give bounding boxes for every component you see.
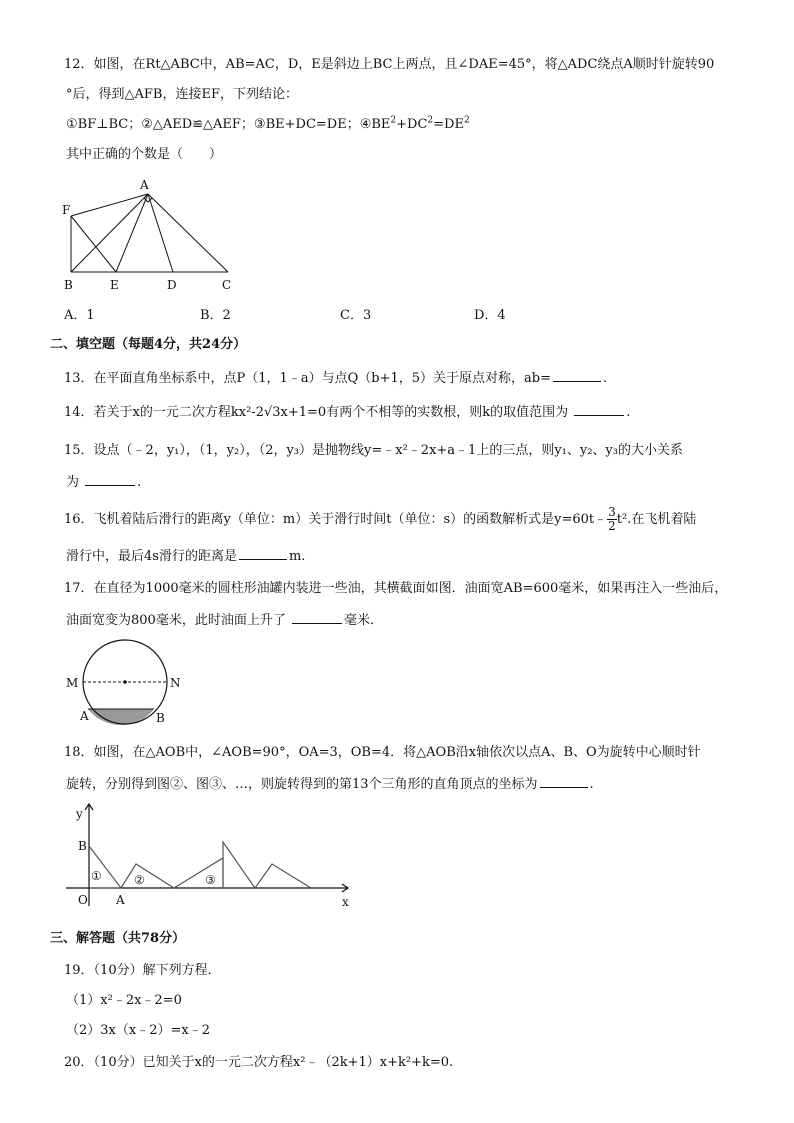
q16-line2 [66,546,305,566]
q14-text-a: 14．若关于x的一元二次方程 [64,405,231,420]
q16-num: 3 [608,505,616,519]
q16-fraction [607,506,617,533]
q15-text: 为 [66,475,80,490]
q18-blank[interactable] [540,774,588,788]
q15-blank[interactable] [85,472,135,486]
q17-line2-text: 油面宽变为800毫米，此时油面上升了 [66,613,286,628]
seg-ae [116,194,148,272]
triangle-5 [255,864,311,888]
label-fig2: ② [134,873,145,887]
q16-line1 [64,506,696,533]
q17-unit: 毫米． [343,613,383,628]
q16-text-a: 16．飞机着陆后滑行的距离y（单位：m）关于滑行时间t（单位：s）的函数解析式是y=60t﹣ [64,512,608,527]
q18-rotation-figure [60,800,360,912]
q13-text: 13．在平面直角坐标系中，点P（1，1﹣a）与点Q（b+1，5）关于原点对称，ab= [64,371,551,386]
q12-c-a: ①BF⊥BC；②△AED≌△AEF；③BE+DC=DE；④BE [66,117,391,132]
seg-fe [71,216,116,272]
q19-part1: （1）x²﹣2x﹣2=0 [66,993,182,1008]
q18-end: . [589,777,594,792]
section3-title: 三、解答题（共78分） [50,931,186,946]
q12-triangle-figure [60,176,250,296]
q13-end: . [602,371,608,386]
label-n: N [170,676,181,690]
q12-option-b: B．2 [200,308,231,323]
q12-c-c: +DC [396,117,428,132]
label-b: B [156,711,165,725]
section2-title: 二、填空题（每题4分，共24分） [50,337,247,352]
q16-unit: m. [288,549,306,564]
q14-end: . [626,405,631,420]
q12-c-f: 2 [463,115,470,126]
q17-blank[interactable] [292,610,342,624]
label-m: M [66,676,79,690]
q12-c-d: 2 [427,115,434,126]
label-b: B [78,839,87,853]
label-e: E [110,278,119,292]
q12-question: 其中正确的个数是（ ） [66,147,223,162]
center-point [123,680,127,684]
label-f: F [62,203,71,217]
oil-region [88,709,154,725]
q13 [64,368,607,388]
q12-line2: °后，得到△AFB，连接EF，下列结论： [66,87,298,102]
q12-conclusions [66,116,470,134]
q14-blank[interactable] [574,402,624,416]
q18-line1: 18．如图，在△AOB中，∠AOB=90°，OA=3，OB=4．将△AOB沿x轴依次以点A、B、O为旋转中心顺时针 [64,745,701,760]
triangle-4 [223,842,255,888]
q16-blank[interactable] [239,546,287,560]
q16-line2-text: 滑行中，最后4s滑行的距离是 [66,549,237,564]
q12-c-e: =DE [433,117,464,132]
label-x: x [342,895,349,909]
label-fig1: ① [91,869,102,883]
q15-end: . [137,475,142,490]
q12-c-b: 2 [390,115,397,126]
q16-den: 2 [608,519,616,533]
triangle-2 [121,864,174,888]
q14-text-b: 有两个不相等的实数根，则k的取值范围为 [326,405,569,420]
q16-text-b: t².在飞机着陆 [616,512,697,527]
q15-line2 [66,472,141,492]
q12-option-a: A．1 [64,308,95,323]
q14-equation: kx²-2√3x+1=0 [230,405,327,420]
q18-line2-text: 旋转，分别得到图②、图③、…，则旋转得到的第13个三角形的直角顶点的坐标为 [66,777,538,792]
q12-line1: 12．如图，在Rt△ABC中，AB=AC，D，E是斜边上BC上两点，且∠DAE=45°，将△ADC绕点A顺时针旋转90 [64,57,715,72]
q19: 19．（10分）解下列方程． [64,963,221,978]
q12-option-c: C．3 [340,308,372,323]
label-b: B [64,278,73,292]
q18-line2 [66,774,594,794]
q17-line2 [66,610,383,630]
label-c: C [222,278,232,292]
label-o: O [78,893,88,907]
q17-tank-figure [60,636,190,736]
q12-option-d: D．4 [474,308,506,323]
q15-line1: 15．设点（﹣2，y₁），（1，y₂），（2，y₃）是抛物线y=﹣x²﹣2x+a﹣1上的三点，则y₁、y₂、y₃的大小关系 [64,443,683,458]
label-a: A [140,178,149,192]
label-d: D [167,278,177,292]
label-a: A [116,893,125,907]
label-a: A [80,709,89,723]
q17-line1: 17．在直径为1000毫米的圆柱形油罐内装进一些油，其横截面如图．油面宽AB=600毫米，如果再注入一些油后， [64,581,728,596]
label-fig3: ③ [205,873,216,887]
q13-blank[interactable] [553,368,601,382]
label-y: y [76,807,83,821]
q14 [64,402,630,422]
side-ab [71,194,148,272]
q20: 20．（10分）已知关于x的一元二次方程x²﹣（2k+1）x+k²+k=0. [64,1055,454,1070]
q19-part2: （2）3x（x﹣2）=x﹣2 [66,1023,210,1038]
